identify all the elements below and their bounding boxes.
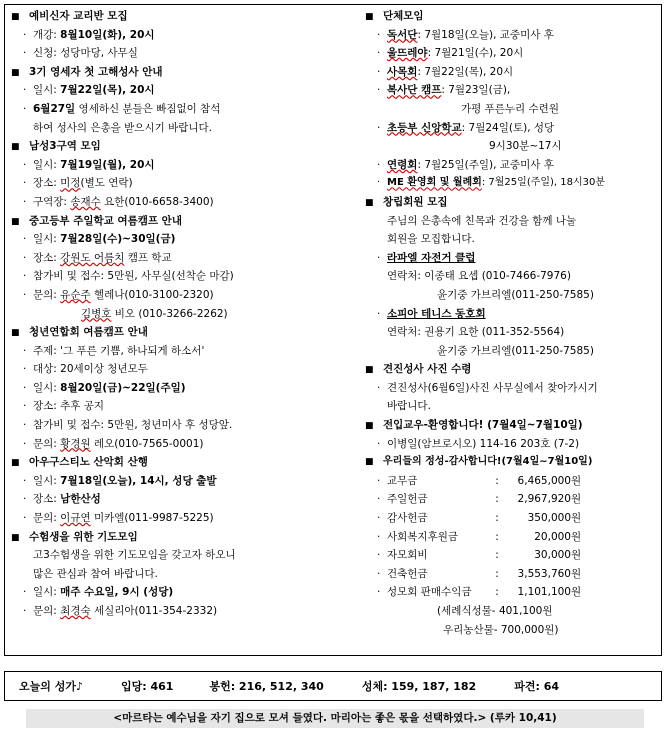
notice-line: · 구역장: 송재수 요한(010-6658-3400) (11, 193, 351, 212)
section-title: ■ 창립회원 모집 (365, 193, 661, 212)
section-title: ■ 전입교우-환영합니다! (7월4일~7월10일) (365, 416, 661, 435)
notice-line: · 일시: 8월20일(금)~22일(주일) (11, 379, 351, 398)
section-title: ■ 중고등부 주일학교 여름캠프 안내 (11, 212, 351, 231)
notice-line: · 주제: '그 푸른 기쁨, 하나되게 하소서' (11, 342, 351, 361)
notice-line: · 일시: 7월19일(월), 20시 (11, 156, 351, 175)
dismissal-hymn: 파견: 64 (514, 680, 560, 693)
notice-line: · 일시: 매주 수요일, 9시 (성당) (11, 583, 351, 602)
notice-line: (세례식성물- 401,100원 (437, 605, 553, 617)
hymn-stats-bar (4, 671, 662, 701)
right-column (365, 7, 661, 639)
notice-line: · 복사단 캠프: 7월23일(금), (365, 81, 661, 100)
notice-line: · 연령회: 7월25일(주일), 교중미사 후 (365, 156, 661, 175)
notice-line: 고3수험생을 위한 기도모임을 갖고자 하오니 (33, 549, 236, 562)
offering-table (365, 472, 661, 602)
communion-hymn: 성체: 159, 187, 182 (361, 680, 477, 693)
notice-line: · 장소: 미정(별도 연락) (11, 174, 351, 193)
notice-line: · 독서단: 7월18일(오늘), 교중미사 후 (365, 26, 661, 45)
notice-line: · 참가비 및 접수: 5만원, 청년미사 후 성당앞. (11, 416, 351, 435)
notice-line: · 라파엘 자전거 클럽 (365, 249, 661, 268)
notice-line: · 문의: 황경원 레오(010-7565-0001) (11, 435, 351, 454)
notice-line: 가평 푸른누리 수련원 (461, 102, 559, 115)
offering-row: · 성모회 판매수익금 : 1,101,100 원 (365, 583, 661, 602)
offering-row: · 건축헌금 : 3,553,760 원 (365, 565, 661, 584)
notice-line: 김병호 비오 (010-3266-2262) (81, 307, 228, 320)
section-title: ■ 예비신자 교리반 모집 (11, 7, 351, 26)
notice-line: · 문의: 이규연 미카엘(011-9987-5225) (11, 509, 351, 528)
notice-line: · 사목회: 7월22일(목), 20시 (365, 63, 661, 82)
section-title: ■ 우리들의 정성-감사합니다!(7월4일~7월10일) (365, 453, 661, 472)
offering-row: · 주일헌금 : 2,967,920 원 (365, 490, 661, 509)
hymn-label: 오늘의 성가♪ (19, 680, 83, 693)
notice-line: · 신청: 성당마당, 사무실 (11, 44, 351, 63)
section-title: ■ 수험생을 위한 기도모임 (11, 528, 351, 547)
notice-line: 회원을 모집합니다. (387, 233, 475, 246)
notice-line: · 울뜨레야: 7월21일(수), 20시 (365, 44, 661, 63)
section-title: ■ 3기 영세자 첫 고해성사 안내 (11, 63, 351, 82)
notice-line: · 대상: 20세이상 청년모두 (11, 360, 351, 379)
notice-line: 윤기중 가브리엘(011-250-7585) (437, 288, 594, 301)
section-title: ■ 견진성사 사진 수령 (365, 360, 661, 379)
notice-line: · 일시: 7월28일(수)~30일(금) (11, 230, 351, 249)
notice-line: · 장소: 추후 공지 (11, 397, 351, 416)
section-title: ■ 단체모임 (365, 7, 661, 26)
notice-line: · 문의: 유순주 헬레나(010-3100-2320) (11, 286, 351, 305)
notice-line: 주님의 은총속에 친목과 건강을 함께 나눌 (387, 214, 577, 227)
offertory-hymn: 봉헌: 216, 512, 340 (209, 680, 324, 693)
section-title: ■ 아우구스티노 산악회 산행 (11, 453, 351, 472)
notice-line: · 참가비 및 접수: 5만원, 사무실(선착순 마감) (11, 267, 351, 286)
left-column (11, 7, 351, 621)
offering-row: · 교무금 : 6,465,000 원 (365, 472, 661, 491)
notice-line: · ME 환영회 및 월례회: 7월25일(주일), 18시30분 (365, 174, 661, 193)
notice-line: · 문의: 최경숙 세실리아(011-354-2332) (11, 602, 351, 621)
notice-line: 하여 성사의 은총을 받으시기 바랍니다. (33, 121, 212, 134)
notice-line: 연락처: 이종태 요셉 (010-7466-7976) (387, 270, 571, 283)
notice-line: · 이병일(암브로시오) 114-16 203호 (7-2) (365, 435, 661, 454)
offering-row: · 사회복지후원금 : 20,000 원 (365, 528, 661, 547)
notice-line: 많은 관심과 참여 바랍니다. (33, 567, 158, 580)
notice-line: · 장소: 강원도 어름치 캠프 학교 (11, 249, 351, 268)
notice-line: · 견진성사(6월6일)사진 사무실에서 찾아가시기 (365, 379, 661, 398)
notice-line: 바랍니다. (387, 400, 431, 413)
offering-row: · 감사헌금 : 350,000 원 (365, 509, 661, 528)
notice-line: 연락처: 권용기 요한 (011-352-5564) (387, 326, 565, 339)
notice-line: · 6월27일 영세하신 분들은 빠짐없이 참석 (11, 100, 351, 119)
notice-line: 9시30분~17시 (489, 140, 562, 153)
entry-hymn: 입당: 461 (120, 680, 174, 693)
notice-line: · 일시: 7월22일(목), 20시 (11, 81, 351, 100)
bulletin-frame (4, 4, 662, 656)
notice-line: 윤기중 가브리엘(011-250-7585) (437, 344, 594, 357)
section-title: ■ 남성3구역 모임 (11, 137, 351, 156)
notice-line: · 소피아 테니스 동호회 (365, 305, 661, 324)
section-title: ■ 청년연합회 여름캠프 안내 (11, 323, 351, 342)
notice-line: · 일시: 7월18일(오늘), 14시, 성당 출발 (11, 472, 351, 491)
gospel-quote: <마르타는 예수님을 자기 집으로 모셔 들였다. 마리아는 좋은 몫을 선택하였다.> (루카 10,41) (26, 709, 644, 728)
notice-line: 우리농산물- 700,000원) (443, 623, 559, 636)
notice-line: · 장소: 남한산성 (11, 490, 351, 509)
offering-row: · 자모회비 : 30,000 원 (365, 546, 661, 565)
notice-line: · 초등부 신앙학교: 7월24일(토), 성당 (365, 119, 661, 138)
notice-line: · 개강: 8월10일(화), 20시 (11, 26, 351, 45)
